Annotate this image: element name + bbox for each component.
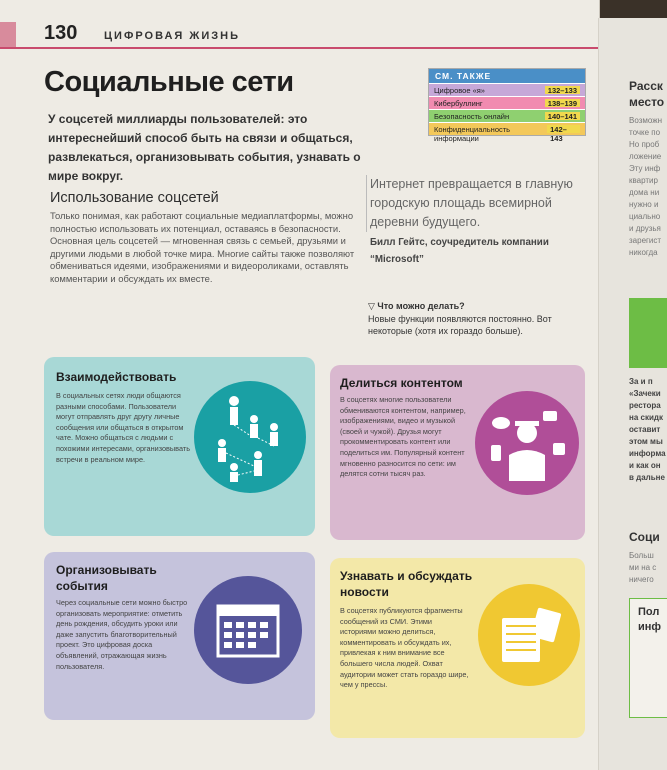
card-text: В социальных сетях люди общаются разными способами. Пользователи могут отправлять друг другу личные сообщения или общаться в открытом чате. Можно общаться с людьми с похожими интересами, организовывать встречи в реальном мире. [56,391,191,464]
see-also-item[interactable] [429,122,585,143]
next-page-title: Расск место [629,79,665,109]
see-also-item[interactable] [429,83,585,96]
page-title: Социальные сети [44,66,294,98]
text-line: квартир [629,176,658,185]
text-line: Возможн [629,116,662,125]
next-page-section: Соци [629,530,660,544]
text-line: в дальне [629,473,665,482]
next-page-box [629,598,667,718]
see-also-pages: 142–143 [547,125,580,133]
what-title: Что можно делать? [377,301,465,311]
card-text: В соцсетях многие пользователи обмениваются контентом, например, изображениями, видео и музыкой (своей и чужой). Друзья могут прокомментировать контент или поделиться им. Популярный контент мгновенно разносится по сети: им делятся сотни тысяч раз. [340,395,466,479]
quote-author: Билл Гейтс, соучредитель компании “Microsoft” [370,237,549,265]
next-page-edge [598,18,667,770]
people-network-icon [194,381,306,493]
text-line: нужно и [629,200,659,209]
card-news [330,558,585,738]
next-page-illustration [629,298,667,368]
card-text: В соцсетях публикуются фрагменты сообщений из СМИ. Этими историями можно делиться, комментировать и обсуждать их, привлекая к ним внимание все большего числа людей. Охват аудитории может стать гораздо шире, чем у прессы. [340,606,469,690]
text-line: Больш [629,551,654,560]
see-also-box [428,68,586,143]
next-page-side-text [629,376,666,484]
see-also-label: Безопасность онлайн [434,112,510,121]
usage-text: Только понимая, как работают социальные медиаплатформы, можно полностью использовать их потенциал, оставаясь в безопасности. Основная цель соцсетей — мгновенная связь с семьей, друзьями и другими людьми в любой точке мира. Многие сайты также позволяют обмениваться идеями, изображениями и видеороликами, оставлять комментарии и обсуждать их вместе. [50,210,355,284]
card-interact [44,357,315,536]
what-text: Новые функции появляются постоянно. Вот некоторые (хотя их гораздо больше). [368,313,552,336]
text-line: и как он [629,461,661,470]
text-line: рестора [629,401,661,410]
text-line: «Зачеки [629,389,661,398]
card-text: Через социальные сети можно быстро организовать мероприятие: отметить день рождения, обсудить уроки или даже запустить благотворительный проект. Это цифровая доска объявлений, отражающая жизнь пользователя. [56,598,188,671]
text-line: ничего [629,575,654,584]
text-line: и друзья [629,224,661,233]
text-line: никогда [629,248,658,257]
see-also-label: Цифровое «я» [434,86,485,95]
see-also-item[interactable] [429,109,585,122]
text-line: Но проб [629,140,660,149]
see-also-heading: СМ. ТАКЖЕ [429,69,585,83]
text-line: Эту инф [629,164,661,173]
text-line: на скидк [629,413,663,422]
text-line: информа [629,449,666,458]
text-line: дома ни [629,188,660,197]
card-title: Делиться контентом [340,376,463,390]
text-line: этом мы [629,437,663,446]
next-page-text [629,115,662,259]
next-page-box-title: Пол инф [638,606,662,633]
see-also-pages: 140–141 [545,112,580,120]
see-also-pages: 132–133 [545,86,580,94]
page-tab-marker [0,22,16,48]
usage-heading: Использование соцсетей [50,190,219,206]
newspaper-icon [478,584,580,686]
header-rule [0,47,598,49]
lead-paragraph: У соцсетей миллиарды пользователей: это интереснейший способ быть на связи и общаться, развлекаться, организовывать события, узнавать о мире вокруг. [48,112,361,183]
card-share [330,365,585,540]
card-organize [44,552,315,720]
triangle-down-icon: ▽ [368,301,378,311]
what-can-do [368,300,588,338]
see-also-label: Конфиденциальность информации [434,125,511,143]
text-line: ложение [629,152,662,161]
next-page-section-text [629,550,656,586]
page-number: 130 [44,22,78,44]
see-also-pages: 138–139 [545,99,580,107]
text-line: За и п [629,377,653,386]
see-also-item[interactable] [429,96,585,109]
text-line: ми на с [629,563,657,572]
quote-text: Интернет превращается в главную городскую площадь всемирной деревни будущего. [366,175,596,232]
sharing-person-icon [475,391,579,495]
text-line: зарегист [629,236,662,245]
card-title: Организовывать события [56,563,157,593]
card-title: Взаимодействовать [56,370,177,384]
text-line: оставит [629,425,661,434]
card-title: Узнавать и обсуждать новости [340,569,473,599]
calendar-icon [194,576,302,684]
section-title: ЦИФРОВАЯ ЖИЗНЬ [104,30,240,42]
text-line: точке по [629,128,661,137]
see-also-label: Кибербуллинг [434,99,483,108]
text-line: циально [629,212,661,221]
